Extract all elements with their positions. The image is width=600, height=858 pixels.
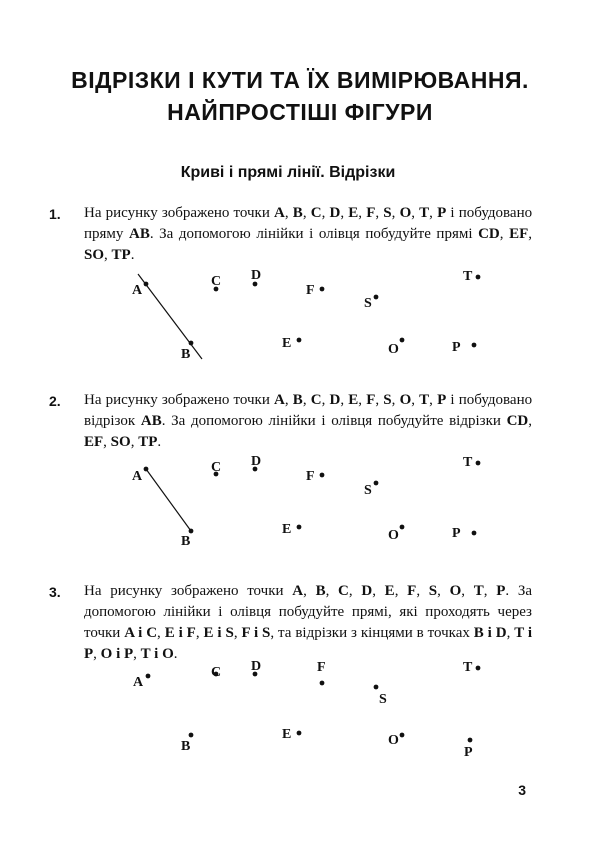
point-c-label: C bbox=[211, 460, 222, 475]
point-name: CD bbox=[478, 226, 500, 242]
point-o-label: O bbox=[388, 733, 399, 748]
point-name: E і S bbox=[203, 625, 234, 641]
point-name: O bbox=[399, 205, 412, 221]
point-b-dot bbox=[189, 341, 194, 346]
point-f-dot bbox=[320, 681, 325, 686]
text-fragment: . За допомогою лінійки і олівця побудуйте прямі bbox=[149, 226, 479, 242]
page-title-line-2: НАЙПРОСТІШІ ФІГУРИ bbox=[167, 99, 433, 125]
point-name: C bbox=[310, 392, 322, 408]
task-2-number: 2. bbox=[49, 393, 61, 409]
text-fragment: , bbox=[93, 646, 101, 662]
point-t-label: T bbox=[463, 660, 473, 675]
point-o-dot bbox=[400, 338, 405, 343]
point-s-dot bbox=[374, 481, 379, 486]
text-fragment: , bbox=[483, 583, 497, 599]
point-name: E bbox=[384, 583, 395, 599]
point-name: F bbox=[366, 392, 376, 408]
text-fragment: На рисунку зображено точки bbox=[84, 392, 275, 408]
point-t-dot bbox=[476, 461, 481, 466]
point-e-label: E bbox=[282, 336, 292, 351]
point-name: P bbox=[437, 205, 447, 221]
text-fragment: і побудовано пряму bbox=[84, 205, 533, 242]
task-2-figure bbox=[0, 448, 600, 558]
text-fragment: , bbox=[416, 583, 429, 599]
point-f-label: F bbox=[306, 469, 315, 484]
point-name: T і P bbox=[84, 625, 533, 662]
point-o-dot bbox=[400, 525, 405, 530]
point-a-label: A bbox=[132, 283, 143, 298]
text-fragment: , bbox=[284, 205, 293, 221]
point-name: T і O bbox=[140, 646, 174, 662]
point-name: P bbox=[437, 392, 447, 408]
point-s-label: S bbox=[379, 692, 387, 707]
text-fragment: , bbox=[157, 625, 165, 641]
text-fragment: , та відрізки з кінцями в точках bbox=[270, 625, 474, 641]
point-a-dot bbox=[146, 674, 151, 679]
point-name: A і C bbox=[124, 625, 158, 641]
point-e-dot bbox=[297, 525, 302, 530]
point-o-dot bbox=[400, 733, 405, 738]
point-name: CD bbox=[506, 413, 529, 429]
point-d-label: D bbox=[251, 659, 262, 674]
point-name: A bbox=[274, 392, 285, 408]
point-p-dot bbox=[472, 343, 477, 348]
point-t-dot bbox=[476, 666, 481, 671]
text-fragment: , bbox=[437, 583, 450, 599]
point-a-label: A bbox=[133, 675, 144, 690]
text-fragment: , bbox=[391, 205, 400, 221]
point-o-label: O bbox=[388, 342, 399, 357]
point-name: AB bbox=[129, 226, 150, 242]
point-name: S bbox=[383, 205, 392, 221]
point-name: C bbox=[338, 583, 349, 599]
text-fragment: , bbox=[302, 392, 311, 408]
text-fragment: , bbox=[411, 205, 420, 221]
point-name: E bbox=[348, 205, 359, 221]
text-fragment: , bbox=[528, 413, 532, 429]
point-name: D bbox=[329, 392, 341, 408]
text-fragment: , bbox=[429, 392, 438, 408]
point-name: F bbox=[407, 583, 417, 599]
text-fragment: , bbox=[375, 205, 384, 221]
point-name: AB bbox=[140, 413, 162, 429]
point-name: EF bbox=[84, 434, 104, 450]
point-o-label: O bbox=[388, 528, 399, 543]
point-f-label: F bbox=[306, 283, 315, 298]
point-s-dot bbox=[374, 295, 379, 300]
point-p-label: P bbox=[452, 526, 461, 541]
text-fragment: . За допомогою лінійки і олівця побудуйте відрізки bbox=[161, 413, 507, 429]
point-name: F bbox=[366, 205, 376, 221]
line-ab bbox=[138, 274, 202, 359]
task-3-number: 3. bbox=[49, 584, 61, 600]
page-number: 3 bbox=[518, 782, 526, 798]
text-fragment: , bbox=[358, 392, 367, 408]
task-3-figure bbox=[0, 650, 600, 765]
point-p-dot bbox=[472, 531, 477, 536]
point-e-label: E bbox=[282, 727, 292, 742]
point-name: B bbox=[292, 392, 303, 408]
point-name: E і F bbox=[164, 625, 196, 641]
text-fragment: , bbox=[528, 226, 533, 242]
point-name: T bbox=[419, 392, 430, 408]
text-fragment: , bbox=[372, 583, 385, 599]
text-fragment: , bbox=[394, 583, 408, 599]
point-name: D bbox=[361, 583, 373, 599]
text-fragment: , bbox=[429, 205, 438, 221]
point-p-label: P bbox=[452, 340, 461, 355]
point-d-label: D bbox=[251, 268, 262, 283]
text-fragment: , bbox=[302, 205, 311, 221]
text-fragment: , bbox=[284, 392, 293, 408]
text-fragment: , bbox=[340, 392, 349, 408]
point-p-label: P bbox=[464, 745, 473, 760]
text-fragment: , bbox=[321, 205, 330, 221]
point-name: O і P bbox=[100, 646, 134, 662]
text-fragment: . bbox=[157, 434, 162, 450]
segment-ab bbox=[146, 469, 191, 531]
point-a-label: A bbox=[132, 469, 143, 484]
point-name: B bbox=[315, 583, 326, 599]
task-1-text bbox=[84, 203, 532, 266]
point-f-dot bbox=[320, 287, 325, 292]
point-name: A bbox=[274, 205, 285, 221]
point-name: O bbox=[399, 392, 412, 408]
text-fragment: . bbox=[173, 646, 178, 662]
task-1-number: 1. bbox=[49, 206, 61, 222]
point-f-dot bbox=[320, 473, 325, 478]
point-name: A bbox=[292, 583, 304, 599]
text-fragment: , bbox=[391, 392, 400, 408]
page-title-line-1: ВІДРІЗКИ І КУТИ ТА ЇХ ВИМІРЮВАННЯ. bbox=[71, 67, 529, 93]
point-name: P bbox=[496, 583, 506, 599]
point-c-label: C bbox=[211, 665, 222, 680]
point-b-label: B bbox=[181, 739, 191, 754]
text-fragment: , bbox=[104, 247, 112, 263]
point-name: O bbox=[449, 583, 462, 599]
point-name: SO bbox=[110, 434, 131, 450]
text-fragment: , bbox=[358, 205, 367, 221]
point-t-label: T bbox=[463, 455, 473, 470]
point-t-label: T bbox=[463, 269, 473, 284]
point-b-label: B bbox=[181, 347, 191, 362]
text-fragment: , bbox=[461, 583, 474, 599]
point-s-label: S bbox=[364, 483, 372, 498]
text-fragment: , bbox=[325, 583, 339, 599]
point-p-dot bbox=[468, 738, 473, 743]
point-e-dot bbox=[297, 731, 302, 736]
text-fragment: , bbox=[375, 392, 384, 408]
point-s-dot bbox=[374, 685, 379, 690]
text-fragment: На рисунку зображено точки bbox=[84, 583, 293, 599]
point-name: S bbox=[383, 392, 392, 408]
text-fragment: , bbox=[411, 392, 420, 408]
text-fragment: , bbox=[133, 646, 141, 662]
point-name: SO bbox=[84, 247, 105, 263]
text-fragment: , bbox=[348, 583, 362, 599]
point-name: T bbox=[473, 583, 484, 599]
text-fragment: , bbox=[195, 625, 204, 641]
point-b-dot bbox=[189, 529, 194, 534]
point-name: C bbox=[310, 205, 322, 221]
point-name: B і D bbox=[473, 625, 507, 641]
point-name: S bbox=[428, 583, 438, 599]
point-f-label: F bbox=[317, 660, 326, 675]
text-fragment: . За допомогою лінійки і олівця побудуйте прямі, які проходять через точки bbox=[84, 583, 533, 641]
task-1-figure bbox=[0, 260, 600, 370]
point-name: EF bbox=[509, 226, 529, 242]
text-fragment: , bbox=[130, 434, 139, 450]
task-2-text bbox=[84, 390, 532, 453]
point-e-label: E bbox=[282, 522, 292, 537]
point-name: F і S bbox=[241, 625, 271, 641]
text-fragment: , bbox=[303, 583, 316, 599]
section-title: Криві і прямі лінії. Відрізки bbox=[180, 164, 396, 181]
point-name: E bbox=[348, 392, 359, 408]
point-name: B bbox=[292, 205, 303, 221]
point-c-label: C bbox=[211, 274, 222, 289]
point-a-dot bbox=[144, 467, 149, 472]
point-name: D bbox=[329, 205, 341, 221]
point-name: T bbox=[419, 205, 430, 221]
text-fragment: , bbox=[506, 625, 515, 641]
text-fragment: , bbox=[103, 434, 111, 450]
point-name: TP bbox=[138, 434, 158, 450]
point-e-dot bbox=[297, 338, 302, 343]
text-fragment: . bbox=[130, 247, 135, 263]
text-fragment: , bbox=[499, 226, 510, 242]
text-fragment: На рисунку зображено точки bbox=[84, 205, 275, 221]
point-a-dot bbox=[144, 282, 149, 287]
point-b-label: B bbox=[181, 534, 191, 549]
point-s-label: S bbox=[364, 296, 372, 311]
point-b-dot bbox=[189, 733, 194, 738]
point-name: TP bbox=[111, 247, 131, 263]
point-t-dot bbox=[476, 275, 481, 280]
text-fragment: , bbox=[321, 392, 330, 408]
text-fragment: і побудовано відрізок bbox=[84, 392, 533, 429]
text-fragment: , bbox=[340, 205, 349, 221]
text-fragment: , bbox=[233, 625, 242, 641]
point-d-label: D bbox=[251, 454, 262, 469]
